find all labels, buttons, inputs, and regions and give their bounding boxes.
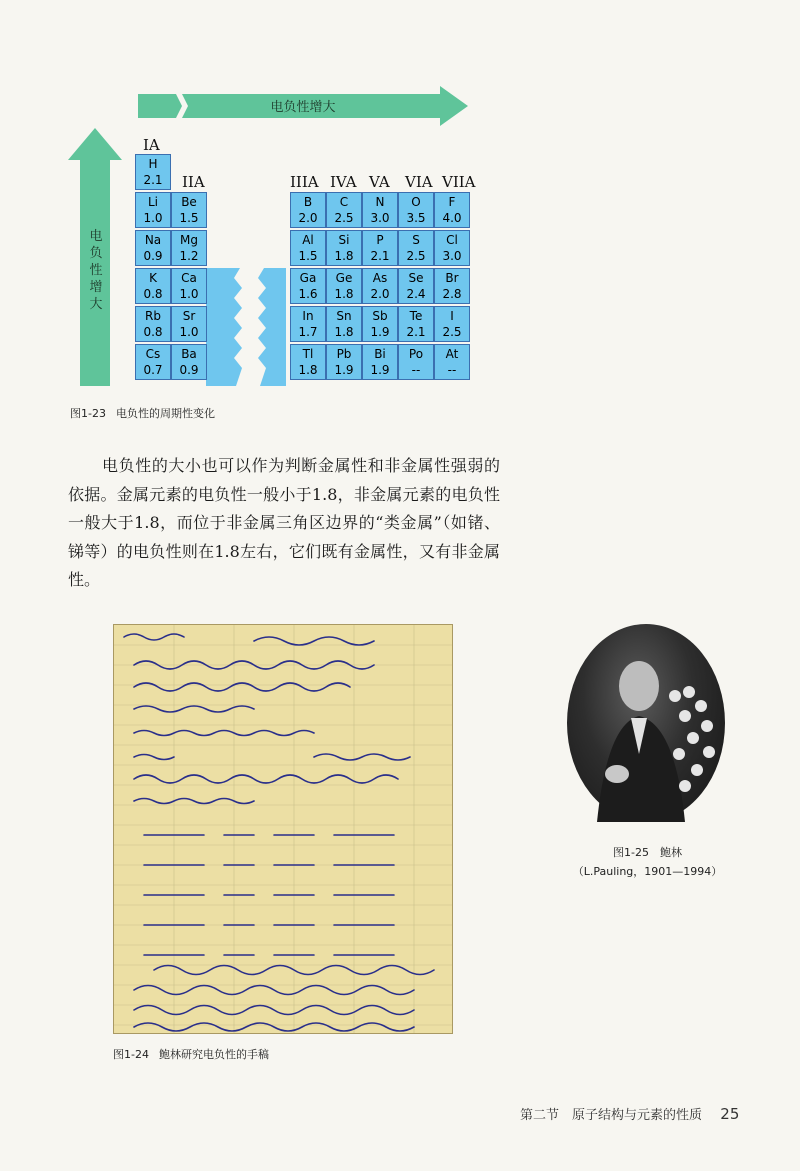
electronegativity-value: 1.0 [143, 211, 163, 225]
element-symbol: In [302, 309, 314, 323]
page-number: 25 [720, 1105, 740, 1123]
element-symbol: F [448, 195, 456, 209]
electronegativity-value: 2.0 [298, 211, 318, 225]
electronegativity-value: 4.0 [442, 211, 462, 225]
element-cell [290, 192, 326, 228]
group-header: VIIA [442, 173, 476, 191]
element-cell [434, 268, 470, 304]
element-cell [290, 230, 326, 266]
electronegativity-increase-right-arrow [138, 86, 468, 126]
electronegativity-value: 2.5 [406, 249, 426, 263]
electronegativity-value: -- [411, 363, 421, 377]
electronegativity-value: 2.1 [143, 173, 163, 187]
electronegativity-value: 2.8 [442, 287, 462, 301]
element-cell [326, 306, 362, 342]
electronegativity-value: 0.8 [143, 287, 163, 301]
element-symbol: Sr [182, 309, 196, 323]
electronegativity-value: 1.0 [179, 287, 199, 301]
element-cell [398, 344, 434, 380]
electronegativity-value: 1.5 [298, 249, 318, 263]
electronegativity-increase-up-arrow [68, 128, 122, 386]
element-cell [135, 268, 171, 304]
electronegativity-value: 1.8 [334, 249, 354, 263]
electronegativity-value: 1.9 [370, 325, 390, 339]
electronegativity-value: 2.4 [406, 287, 426, 301]
element-cell [135, 306, 171, 342]
electronegativity-value: 1.8 [298, 363, 318, 377]
electronegativity-value: 1.9 [334, 363, 354, 377]
electronegativity-value: 0.9 [143, 249, 163, 263]
arrow-up-label: 电负性增大 [89, 229, 103, 312]
figure-1-23-caption [70, 405, 215, 421]
element-symbol: Mg [180, 233, 198, 247]
electronegativity-value: -- [447, 363, 457, 377]
arrow-right-label: 电负性增大 [270, 100, 336, 115]
electronegativity-value: 1.8 [334, 287, 354, 301]
element-cell [135, 192, 171, 228]
element-symbol: Sn [336, 309, 352, 323]
electronegativity-value: 3.0 [370, 211, 390, 225]
pauling-portrait-photo [567, 624, 725, 822]
element-cell [362, 306, 398, 342]
element-cell [434, 306, 470, 342]
element-cell [398, 306, 434, 342]
element-cell [290, 344, 326, 380]
group-header: IIA [182, 173, 205, 191]
electronegativity-value: 1.0 [179, 325, 199, 339]
element-symbol: O [411, 195, 421, 209]
element-symbol: Cs [145, 347, 161, 361]
figure-1-25-caption [560, 843, 735, 881]
element-cell [398, 192, 434, 228]
element-cell [398, 230, 434, 266]
element-cell [326, 230, 362, 266]
element-symbol: Tl [302, 347, 314, 361]
element-symbol: Na [144, 233, 162, 247]
electronegativity-value: 1.5 [179, 211, 199, 225]
element-symbol: Te [409, 309, 423, 323]
electronegativity-value: 1.9 [370, 363, 390, 377]
element-cell [362, 268, 398, 304]
element-cell [326, 268, 362, 304]
electronegativity-value: 1.6 [298, 287, 318, 301]
electronegativity-value: 2.0 [370, 287, 390, 301]
element-cell [434, 192, 470, 228]
element-symbol: I [450, 309, 454, 323]
element-cell [434, 230, 470, 266]
element-symbol: K [149, 271, 157, 285]
caption-text: 电负性的周期性变化 [115, 407, 215, 420]
caption-number: 图1-23 [70, 407, 106, 420]
body-paragraph: 电负性的大小也可以作为判断金属性和非金属性强弱的依据。金属元素的电负性一般小于1.8，非金属元素的电负性一般大于1.8，而位于非金属三角区边界的“类金属”（如锗、锑等）的电负性则在1.8左右，它们既有金属性，又有非金属性。 [68, 456, 500, 589]
group-header: IA [143, 136, 160, 154]
electronegativity-value: 2.1 [370, 249, 390, 263]
element-symbol: Sb [372, 309, 388, 323]
element-symbol: B [303, 195, 313, 209]
caption-number: 图1-24 [113, 1048, 149, 1061]
element-cell [171, 306, 207, 342]
electronegativity-value: 1.2 [179, 249, 199, 263]
element-cell [362, 192, 398, 228]
electronegativity-value: 0.8 [143, 325, 163, 339]
element-symbol: P [376, 233, 384, 247]
element-cell [171, 268, 207, 304]
element-symbol: S [412, 233, 420, 247]
element-cell [290, 268, 326, 304]
element-symbol: Li [147, 195, 159, 209]
element-cell [171, 344, 207, 380]
element-cell [362, 230, 398, 266]
element-cell [362, 344, 398, 380]
element-symbol: Ga [299, 271, 317, 285]
electronegativity-value: 2.1 [406, 325, 426, 339]
element-cell [135, 154, 171, 190]
element-symbol: Bi [374, 347, 386, 361]
element-symbol: Ba [181, 347, 197, 361]
element-symbol: H [148, 157, 158, 171]
element-cell [171, 192, 207, 228]
electronegativity-value: 2.5 [442, 325, 462, 339]
group-header: VIA [405, 173, 433, 191]
element-cell [135, 344, 171, 380]
element-cell [326, 344, 362, 380]
electronegativity-value: 3.0 [442, 249, 462, 263]
element-symbol: Ca [181, 271, 197, 285]
electronegativity-value: 0.7 [143, 363, 163, 377]
caption-line-1: 图1-25 鲍林 [613, 846, 682, 859]
element-symbol: Ge [335, 271, 353, 285]
element-cell [398, 268, 434, 304]
element-symbol: Rb [145, 309, 161, 323]
group-header: IVA [330, 173, 357, 191]
pauling-manuscript-image [113, 624, 453, 1034]
electronegativity-value: 2.5 [334, 211, 354, 225]
element-cell [326, 192, 362, 228]
element-cell [171, 230, 207, 266]
electronegativity-value: 1.7 [298, 325, 318, 339]
element-symbol: C [339, 195, 349, 209]
element-symbol: Al [302, 233, 314, 247]
element-symbol: Po [408, 347, 424, 361]
element-cell [434, 344, 470, 380]
group-header: VA [369, 173, 390, 191]
caption-line-2: （L.Pauling，1901—1994） [572, 865, 723, 878]
element-symbol: Br [445, 271, 459, 285]
figure-1-24-caption [113, 1046, 269, 1062]
electronegativity-value: 0.9 [179, 363, 199, 377]
electronegativity-value: 1.8 [334, 325, 354, 339]
element-symbol: N [375, 195, 385, 209]
table-break-shape [206, 268, 286, 386]
caption-text: 鲍林研究电负性的手稿 [158, 1048, 269, 1061]
element-symbol: Se [408, 271, 424, 285]
element-symbol: Be [181, 195, 197, 209]
element-symbol: Si [338, 233, 350, 247]
element-symbol: As [372, 271, 388, 285]
element-symbol: Cl [446, 233, 458, 247]
element-cell [290, 306, 326, 342]
group-header: IIIA [290, 173, 319, 191]
electronegativity-value: 3.5 [406, 211, 426, 225]
element-cell [135, 230, 171, 266]
element-symbol: At [445, 347, 459, 361]
element-symbol: Pb [336, 347, 352, 361]
running-footer [520, 1104, 739, 1123]
section-title: 第二节 原子结构与元素的性质 [520, 1108, 703, 1123]
